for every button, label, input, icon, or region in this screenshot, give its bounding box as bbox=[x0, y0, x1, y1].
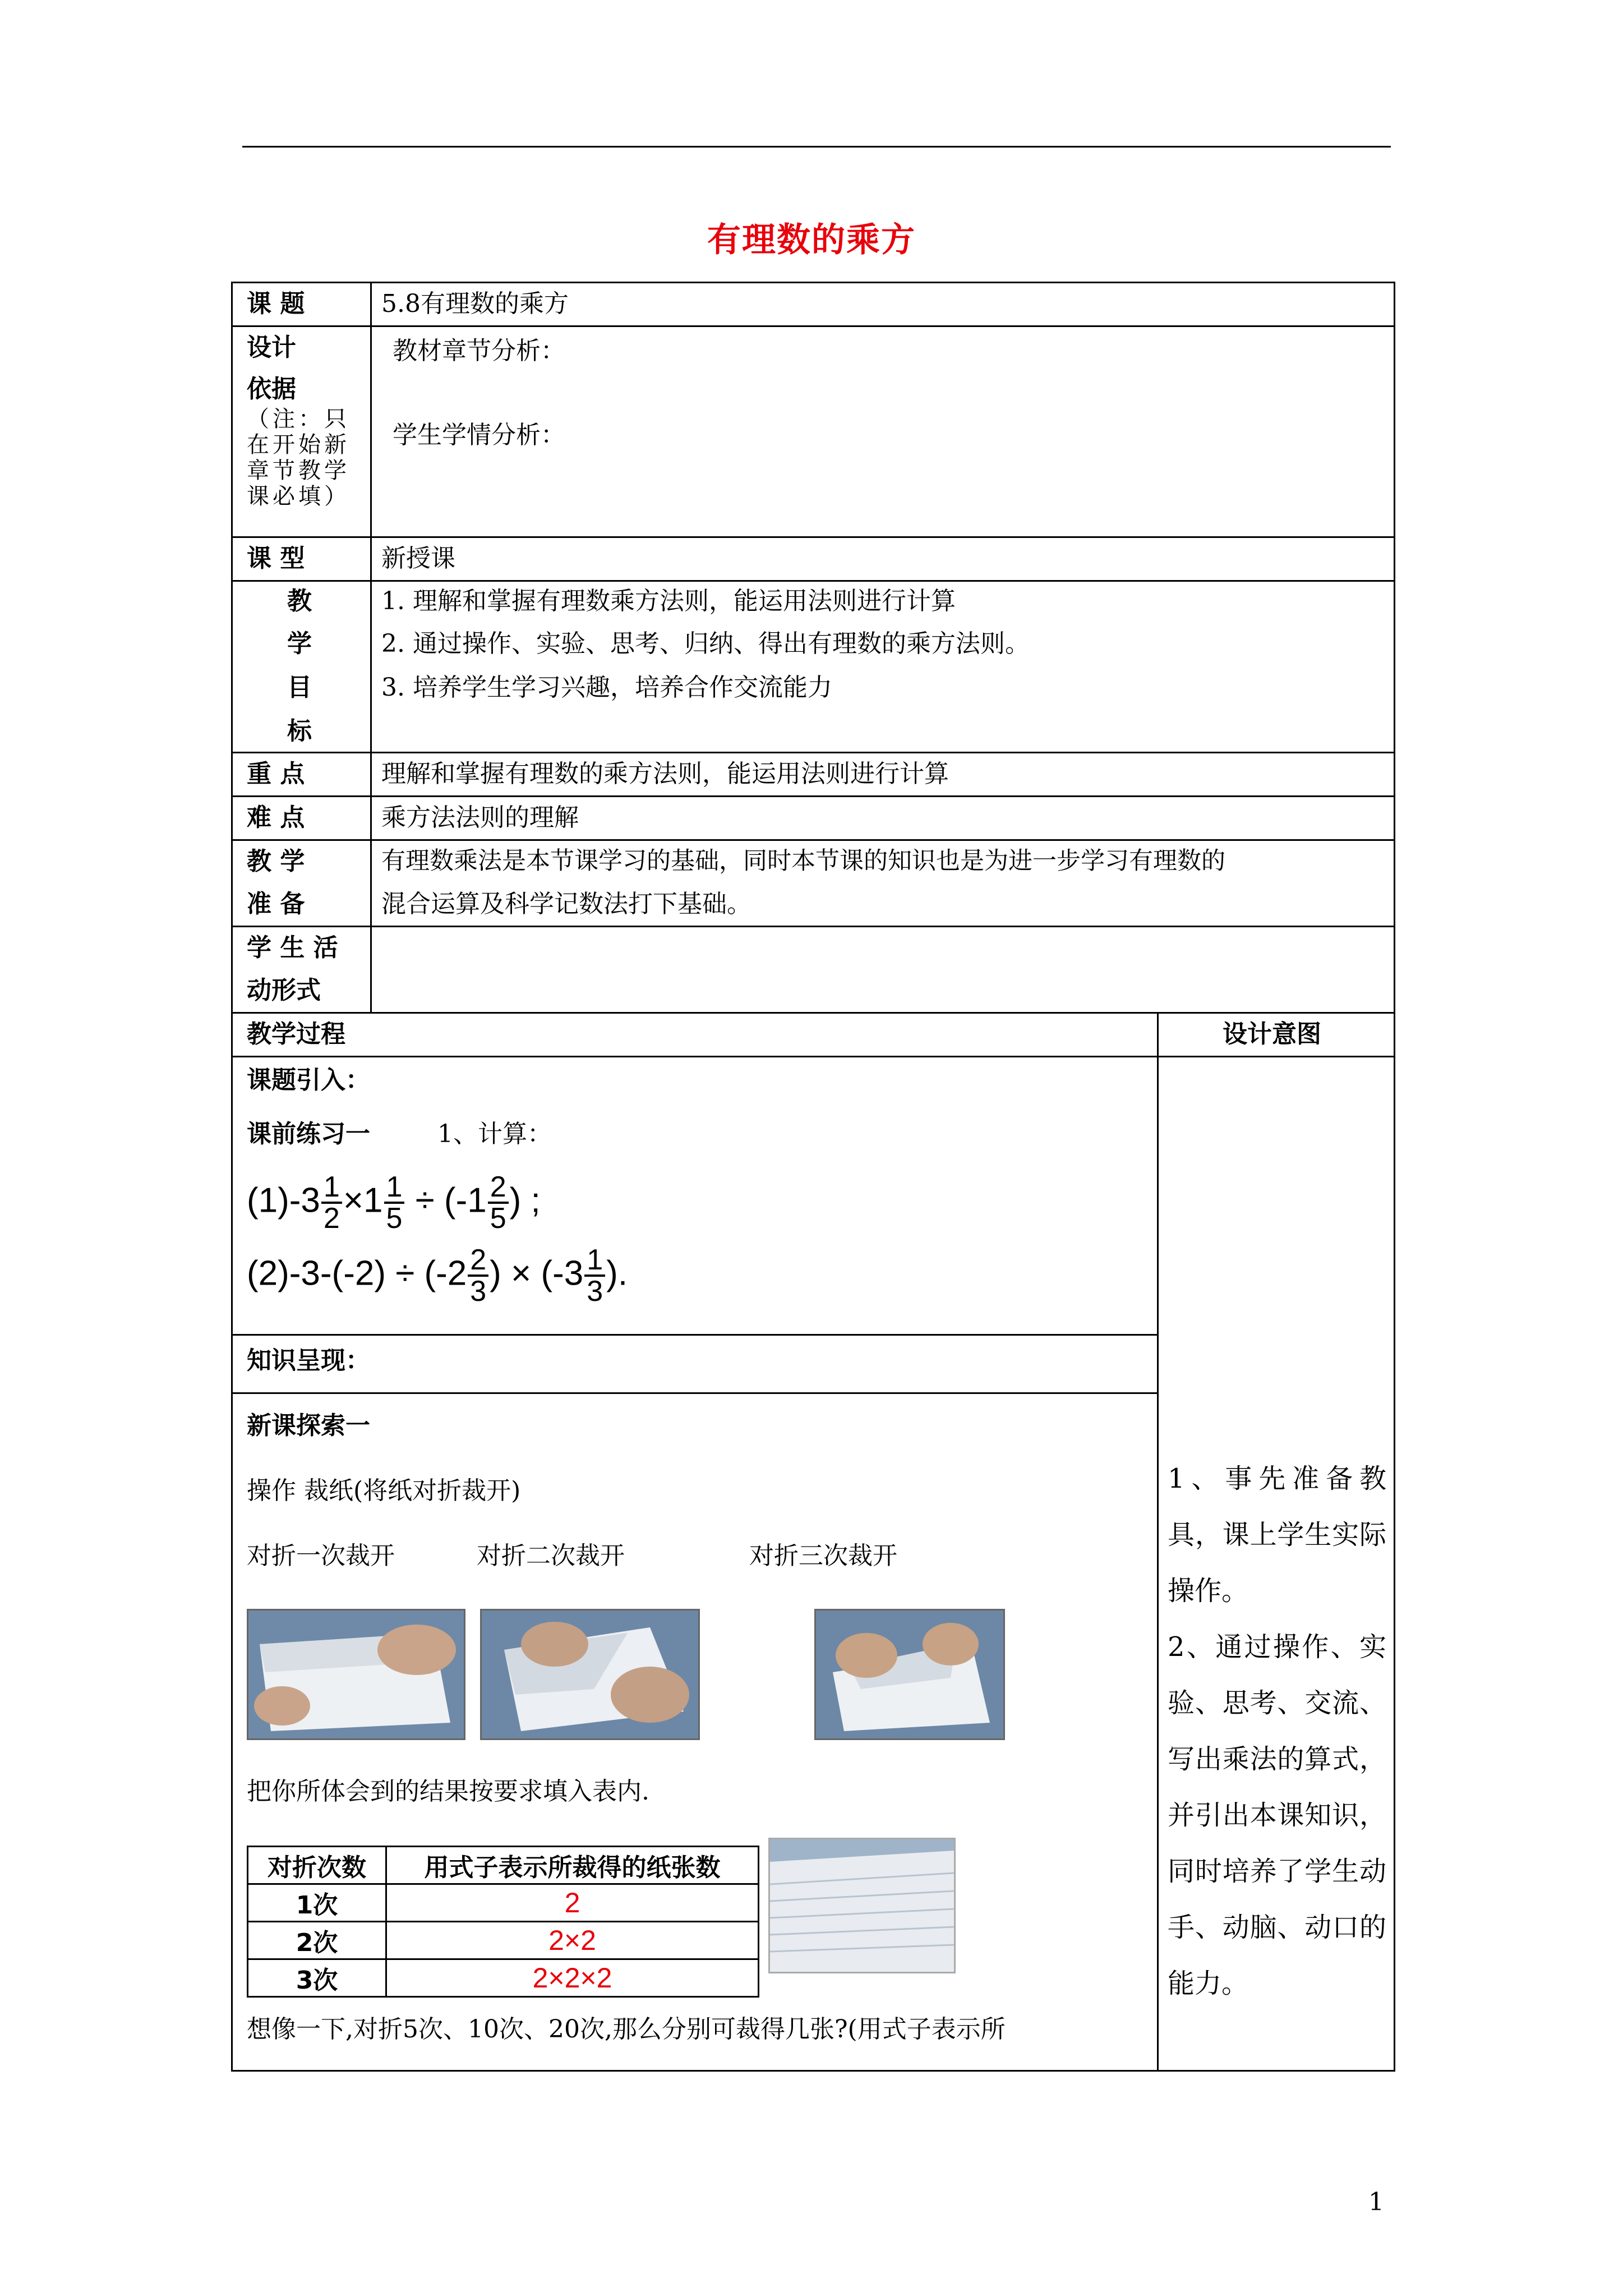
lesson-type-value: 新授课 bbox=[381, 544, 455, 573]
lesson-type-label: 课 型 bbox=[247, 544, 305, 573]
fold-results-table bbox=[247, 1846, 759, 1998]
objectives-label-char: 学 bbox=[287, 629, 312, 658]
label-column-divider bbox=[370, 282, 372, 1012]
table-cell: 2×2 bbox=[386, 1922, 759, 1959]
topic-label: 课 题 bbox=[247, 289, 305, 318]
row-divider bbox=[231, 1012, 1395, 1014]
table-border-top bbox=[231, 282, 1395, 283]
objectives-label-char: 标 bbox=[287, 717, 312, 746]
fold-photo-1 bbox=[247, 1609, 465, 1740]
textbook-analysis: 教材章节分析： bbox=[393, 337, 565, 365]
design-basis-label: 设计 bbox=[247, 333, 296, 362]
table-row bbox=[248, 1884, 759, 1922]
table-cell: 2次 bbox=[248, 1922, 386, 1959]
objectives-label-char: 教 bbox=[287, 587, 312, 615]
fold-label: 对折三次裁开 bbox=[749, 1542, 897, 1570]
knowledge-title: 知识呈现： bbox=[247, 1346, 370, 1375]
row-divider bbox=[231, 795, 1395, 797]
preparation-text: 有理数乘法是本节课学习的基础，同时本节课的知识也是为进一步学习有理数的 bbox=[381, 847, 1225, 875]
difficulty-value: 乘方法法则的理解 bbox=[381, 803, 579, 832]
objective-item: 2. 通过操作、实验、思考、归纳、得出有理数的乘方法则。 bbox=[381, 629, 1030, 658]
intent-column-divider bbox=[1157, 1012, 1159, 2072]
key-point-label: 重 点 bbox=[247, 760, 305, 788]
explore-title: 新课探索一 bbox=[247, 1411, 370, 1440]
row-divider bbox=[231, 325, 1395, 327]
row-divider bbox=[231, 536, 1395, 538]
table-border-bottom bbox=[231, 2070, 1395, 2072]
table-row bbox=[248, 1922, 759, 1959]
table-header: 对折次数 bbox=[248, 1847, 386, 1884]
design-intent-2: 2、通过操作、实验、思考、交流、写出乘法的算式，并引出本课知识，同时培养了学生动手、动脑、动口的能力。 bbox=[1168, 1631, 1386, 1999]
objective-item: 3. 培养学生学习兴趣，培养合作交流能力 bbox=[381, 673, 832, 702]
row-divider bbox=[231, 580, 1395, 582]
table-border-left bbox=[231, 282, 233, 2072]
header-rule bbox=[242, 146, 1391, 148]
table-cell: 3次 bbox=[248, 1959, 386, 1997]
difficulty-label: 难 点 bbox=[247, 803, 305, 832]
preparation-label: 教 学 bbox=[247, 847, 305, 876]
fold-photo-3 bbox=[814, 1609, 1005, 1740]
imagine-text: 想像一下,对折5次、10次、20次,那么分别可裁得几张?(用式子表示所 bbox=[247, 2015, 1006, 2044]
fold-label: 对折二次裁开 bbox=[477, 1542, 625, 1570]
row-divider bbox=[231, 1334, 1159, 1336]
design-intent-header: 设计意图 bbox=[1223, 1020, 1321, 1048]
design-basis-note: （注：只在开始新章节教学课必填） bbox=[247, 406, 350, 509]
table-cell: 2×2×2 bbox=[386, 1959, 759, 1997]
objectives-label-char: 目 bbox=[287, 673, 312, 702]
table-border-right bbox=[1394, 282, 1395, 2072]
page-number: 1 bbox=[1368, 2188, 1384, 2216]
activity-label-2: 动形式 bbox=[247, 976, 321, 1005]
row-divider bbox=[231, 1056, 1395, 1057]
row-divider bbox=[231, 752, 1395, 753]
operation-text: 操作 裁纸(将纸对折裁开) bbox=[247, 1476, 521, 1505]
process-header: 教学过程 bbox=[247, 1020, 345, 1048]
topic-value: 5.8有理数的乘方 bbox=[381, 289, 569, 318]
table-cell: 2 bbox=[386, 1884, 759, 1922]
fold-label: 对折一次裁开 bbox=[247, 1542, 395, 1570]
table-cell: 1次 bbox=[248, 1884, 386, 1922]
activity-label: 学 生 活 bbox=[247, 933, 338, 962]
intro-title: 课题引入： bbox=[247, 1066, 370, 1094]
objective-item: 1. 理解和掌握有理数乘方法则，能运用法则进行计算 bbox=[381, 587, 956, 615]
pre-exercise-text: 1、计算： bbox=[437, 1120, 552, 1148]
row-divider bbox=[231, 1392, 1159, 1394]
table-header: 用式子表示所裁得的纸张数 bbox=[386, 1847, 759, 1884]
preparation-text-2: 混合运算及科学记数法打下基础。 bbox=[381, 890, 751, 918]
row-divider bbox=[231, 839, 1395, 841]
fold-photo-2 bbox=[480, 1609, 700, 1740]
paper-stack-photo bbox=[768, 1838, 956, 1973]
expression-2: (2)-3-(-2) ÷ (-2 $\frac{2}{3}$ ) × (-3 $\frac{1}{3}$ ). bbox=[247, 1244, 628, 1308]
student-analysis: 学生学情分析： bbox=[393, 421, 565, 449]
design-basis-label-2: 依据 bbox=[247, 375, 296, 403]
table-row bbox=[248, 1959, 759, 1997]
fill-prompt: 把你所体会到的结果按要求填入表内. bbox=[247, 1777, 649, 1806]
preparation-label-2: 准 备 bbox=[247, 890, 305, 918]
document-title: 有理数的乘方 bbox=[707, 220, 916, 260]
key-point-value: 理解和掌握有理数的乘方法则，能运用法则进行计算 bbox=[381, 760, 949, 788]
expression-1: (1)-3 $\frac{1}{2}$ ×1 $\frac{1}{5}$ ÷ (-1 $\frac{2}{5}$ ) ; bbox=[247, 1171, 541, 1235]
design-intent-1: 1、事先准备教具，课上学生实际操作。 bbox=[1168, 1463, 1386, 1607]
row-divider bbox=[231, 926, 1395, 927]
pre-exercise-label: 课前练习一 bbox=[247, 1120, 370, 1148]
